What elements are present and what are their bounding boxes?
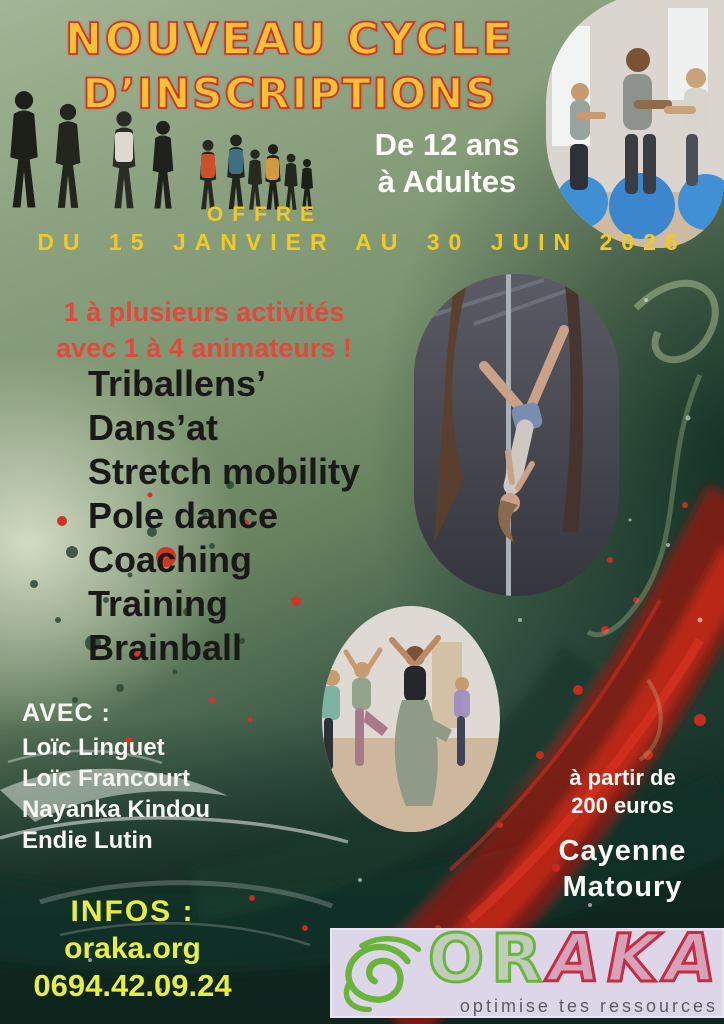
logo-tagline: optimise tes ressources [459,996,718,1016]
location-line1: Cayenne [558,835,687,867]
price-line2: 200 euros [571,793,674,818]
activity-item: Training [88,583,229,624]
logo-brand-or: OR [428,920,549,997]
instructor-item: Loïc Francourt [22,765,191,792]
offer-dates: DU 15 JANVIER AU 30 JUIN 2026 [37,229,687,255]
instructor-item: Endie Lutin [22,827,153,854]
title-line1: NOUVEAU CYCLE [65,14,515,65]
activity-item: Pole dance [88,495,279,536]
instructors-label: AVEC : [22,699,111,727]
intro-line1: 1 à plusieurs activités [63,297,345,327]
activity-item: Triballens’ [88,363,267,404]
phone-text: 0694.42.09.24 [33,968,232,1003]
price-note [540,764,705,820]
price-line1: à partir de [569,765,676,790]
logo-brand [428,922,723,996]
location-line2: Matoury [562,871,683,903]
pole-dance-photo [414,274,619,596]
offer-label: OFFRE [206,203,324,226]
instructors-list [22,732,210,856]
instructor-item: Loïc Linguet [22,734,165,761]
activities-list [88,362,360,670]
intro-line2: avec 1 à 4 animateurs ! [56,333,352,363]
age-line2: à Adultes [377,164,517,199]
activity-item: Brainball [88,627,243,668]
infos-label: INFOS : [70,895,195,928]
age-line1: De 12 ans [374,127,520,162]
activity-item: Dans’at [88,407,219,448]
instructors-section [22,699,210,856]
title-line2: D’INSCRIPTIONS [82,69,498,118]
infos-section [10,893,255,1004]
activity-item: Coaching [88,539,253,580]
logo-brand-aka: AKA [548,920,724,997]
oraka-logo [330,920,724,1018]
activity-item: Stretch mobility [88,451,361,492]
location-note [535,833,710,905]
activities-intro [8,294,400,366]
instructor-item: Nayanka Kindou [22,796,211,823]
poster-title [0,12,580,120]
website-text: oraka.org [64,932,201,965]
age-range [352,126,542,200]
logo-snail-icon [336,932,428,1014]
